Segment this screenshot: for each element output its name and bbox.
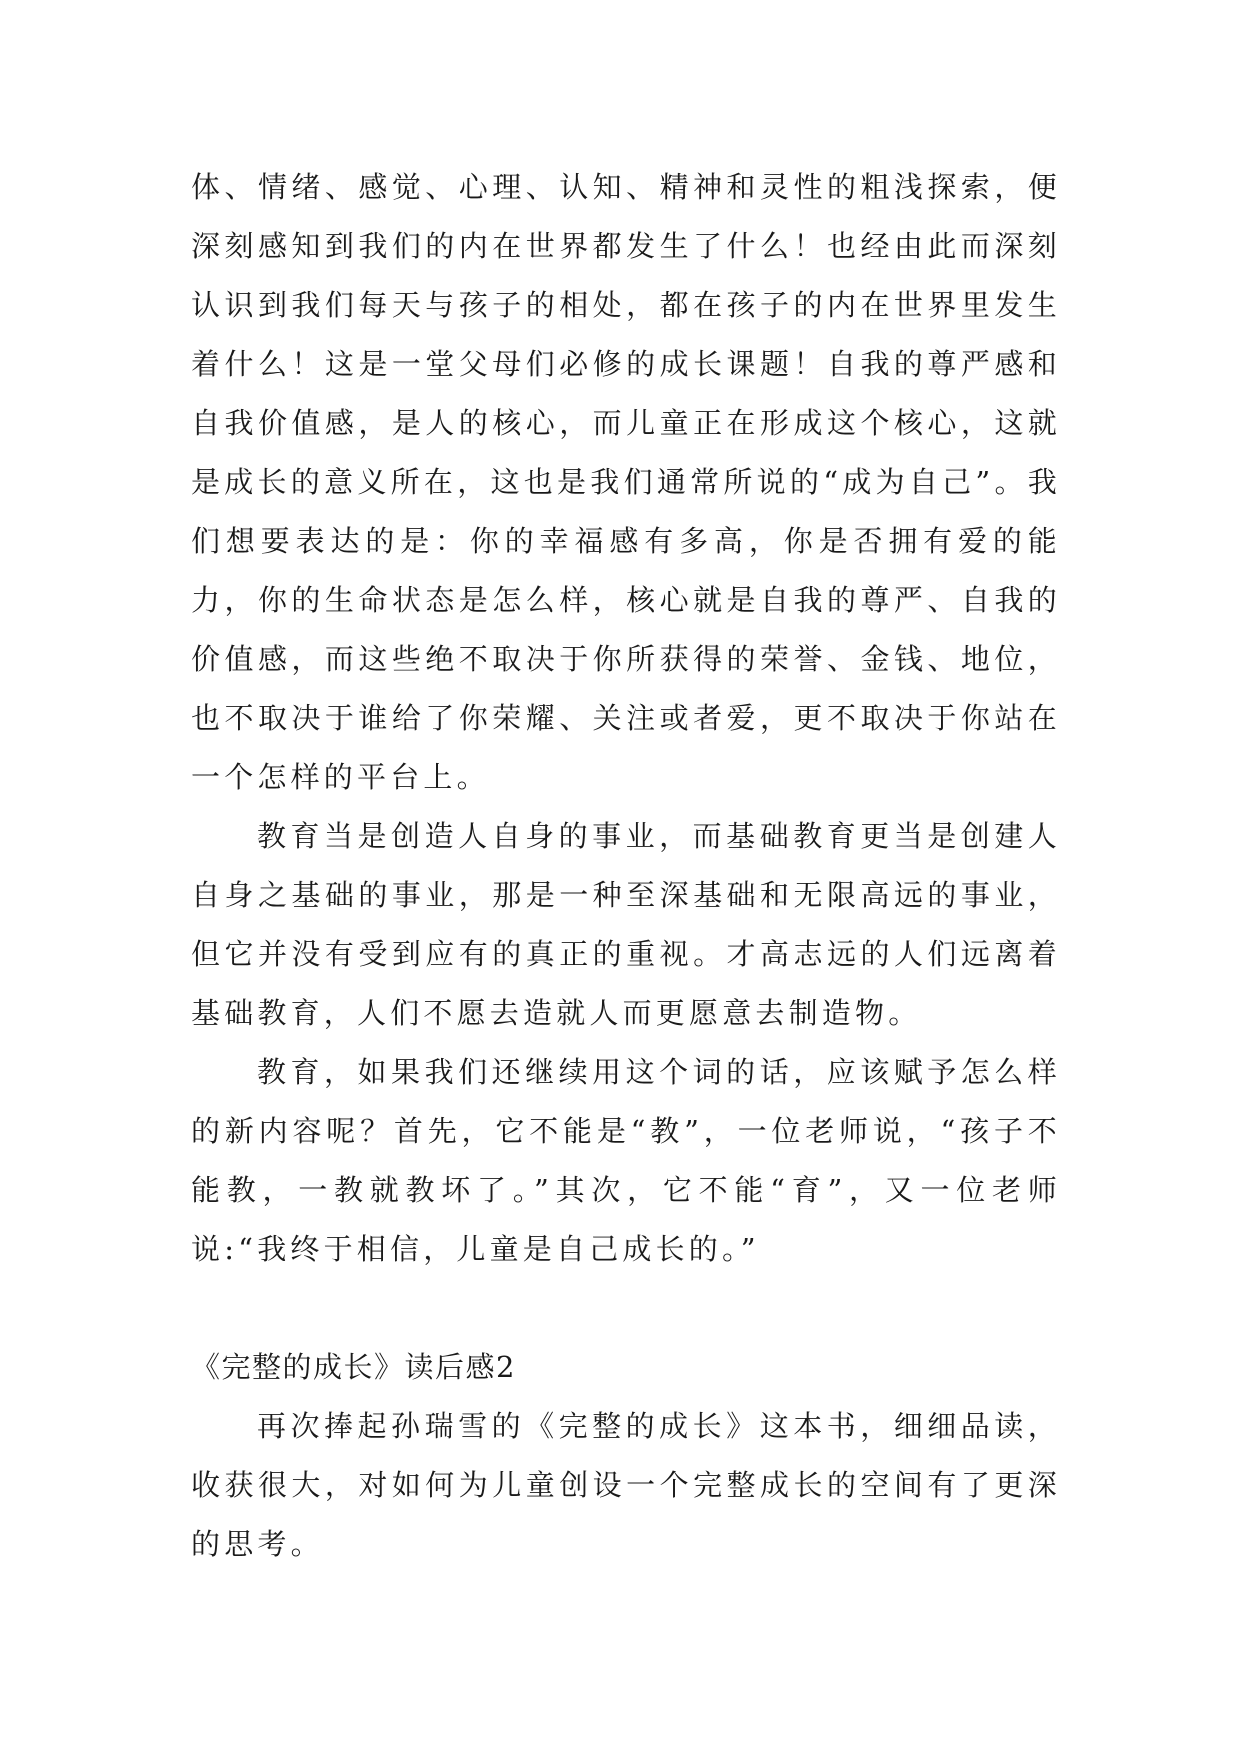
paragraph-section2-intro: 再次捧起孙瑞雪的《完整的成长》这本书，细细品读，收获很大，对如何为儿童创设一个完整成长的空间有了更深的思考。 xyxy=(191,1409,1061,1561)
document-body xyxy=(191,158,1061,1574)
paragraph-education-foundation: 教育当是创造人自身的事业，而基础教育更当是创建人自身之基础的事业，那是一种至深基础和无限高远的事业，但它并没有受到应有的真正的重视。才高志远的人们远离着基础教育，人们不愿去造就人而更愿意去制造物。 xyxy=(191,819,1061,1030)
section-title: 《完整的成长》读后感2 xyxy=(191,1350,516,1384)
section-spacer xyxy=(191,1279,1061,1338)
paragraph-continued: 体、情绪、感觉、心理、认知、精神和灵性的粗浅探索，便深刻感知到我们的内在世界都发生了什么！也经由此而深刻认识到我们每天与孩子的相处，都在孩子的内在世界里发生着什么！这是一堂父母们必修的成长课题！自我的尊严感和自我价值感，是人的核心，而儿童正在形成这个核心，这就是成长的意义所在，这也是我们通常所说的“成为自己”。我们想要表达的是：你的幸福感有多高，你是否拥有爱的能力，你的生命状态是怎么样，核心就是自我的尊严、自我的价值感，而这些绝不取决于你所获得的荣誉、金钱、地位，也不取决于谁给了你荣耀、关注或者爱，更不取决于你站在一个怎样的平台上。 xyxy=(191,170,1061,794)
paragraph-education-meaning: 教育，如果我们还继续用这个词的话，应该赋予怎么样的新内容呢？首先，它不能是“教”，一位老师说，“孩子不能教，一教就教坏了。”其次，它不能“育”，又一位老师说:“我终于相信，儿童是自己成长的。” xyxy=(191,1055,1061,1266)
